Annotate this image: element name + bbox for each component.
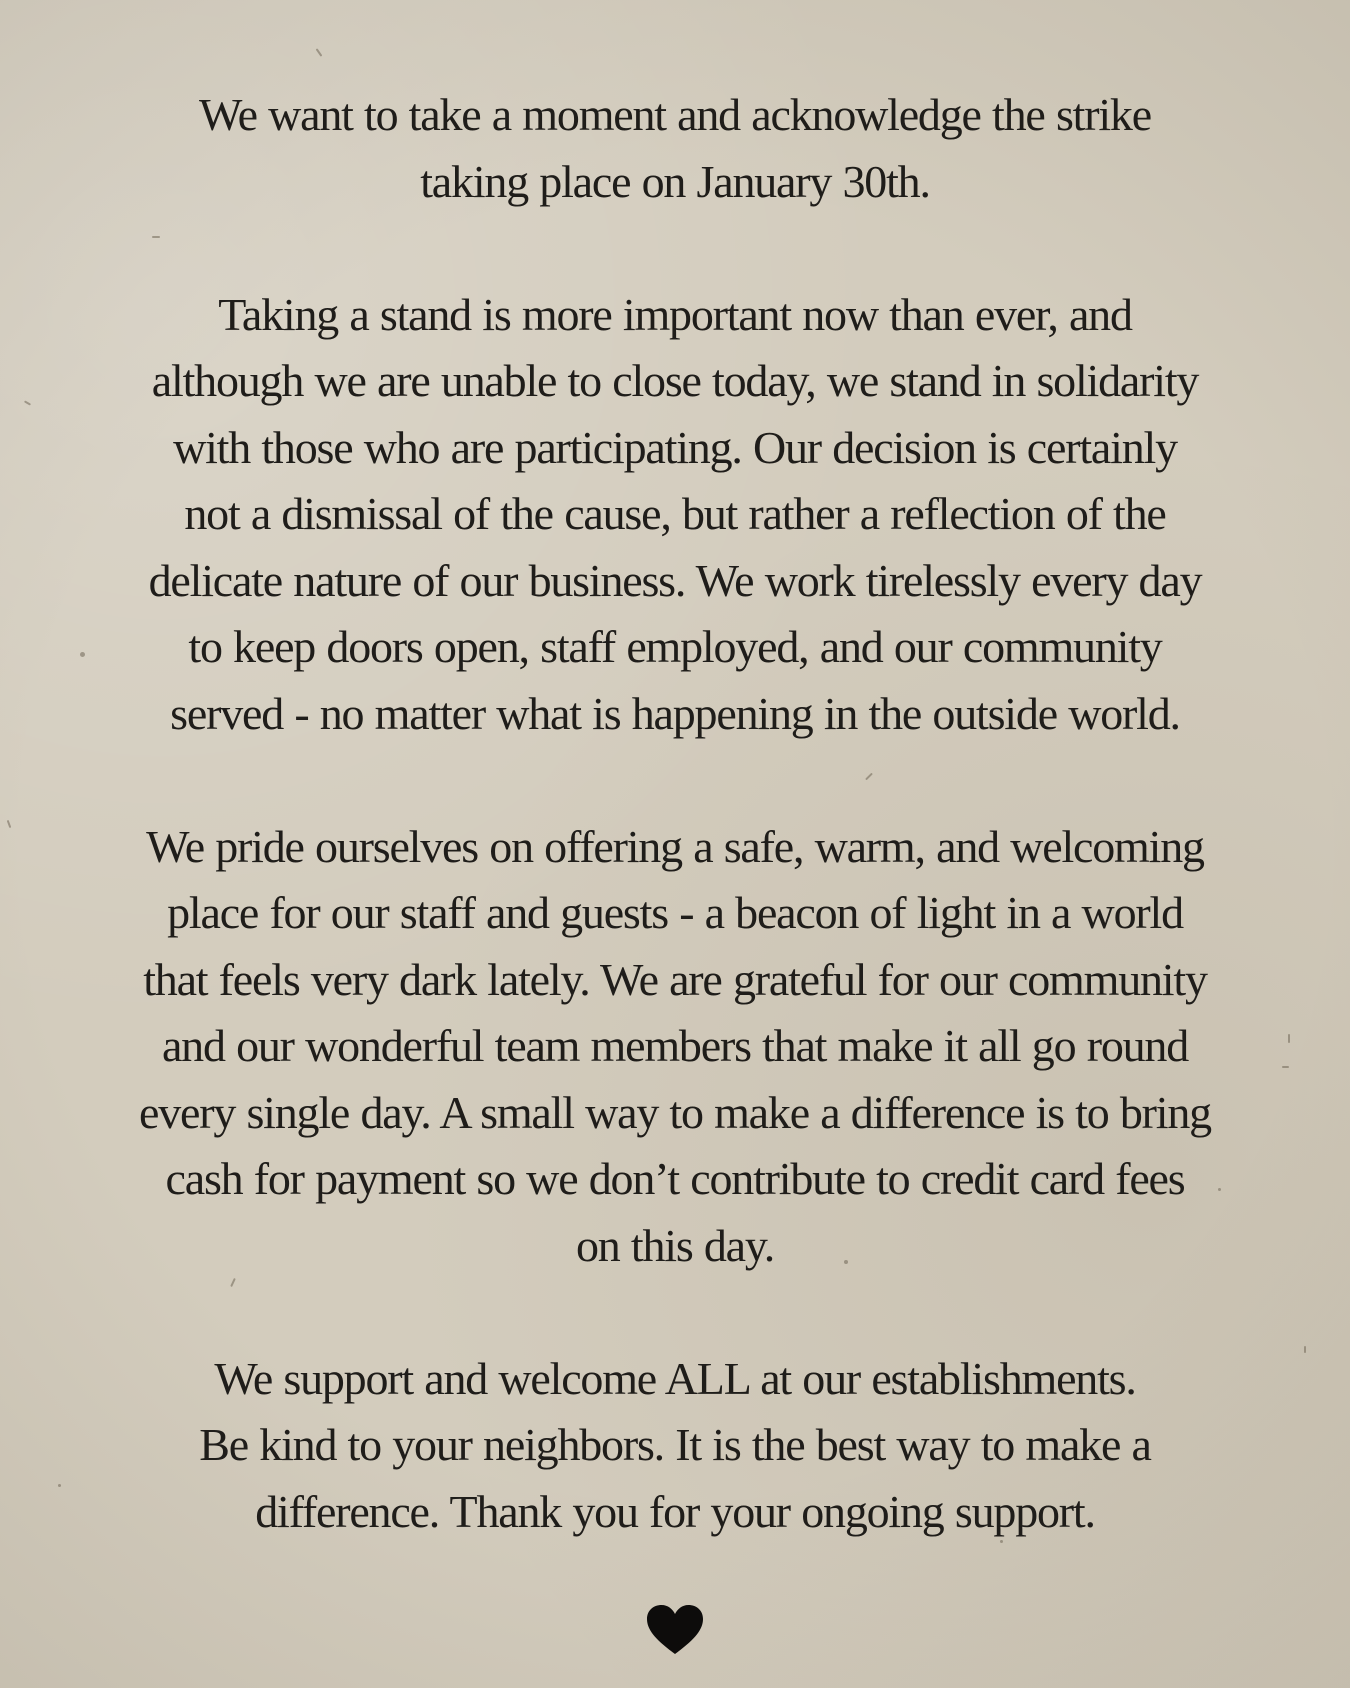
paper-speck <box>316 48 323 57</box>
paper-speck <box>1304 1346 1306 1353</box>
text-line: cash for payment so we don’t contribute to credit card fees <box>165 1153 1185 1204</box>
paragraph-solidarity <box>90 282 1260 748</box>
paper-speck <box>24 400 31 405</box>
paper-speck <box>7 820 12 828</box>
paper-speck <box>1282 1066 1289 1068</box>
text-line: although we are unable to close today, we stand in solidarity <box>151 355 1199 406</box>
text-line: place for our staff and guests - a beacon of light in a world <box>167 887 1183 938</box>
text-line: delicate nature of our business. We work tirelessly every day <box>148 554 1202 606</box>
paper-speck <box>1288 1034 1290 1043</box>
text-line: We pride ourselves on offering a safe, warm, and welcoming <box>146 820 1204 872</box>
letter-body <box>90 82 1260 1612</box>
text-line: We want to take a moment and acknowledge the strike <box>199 89 1151 140</box>
text-line: taking place on January 30th. <box>420 155 930 207</box>
paragraph-strike-acknowledgment <box>90 82 1260 215</box>
text-line: Taking a stand is more important now than ever, and <box>218 288 1132 340</box>
paragraph-community <box>90 814 1260 1280</box>
text-line: Be kind to your neighbors. It is the best way to make a <box>199 1419 1151 1470</box>
paper-speck <box>80 652 85 657</box>
heart-icon <box>646 1604 704 1656</box>
text-line: with those who are participating. Our decision is certainly <box>173 421 1177 473</box>
text-line: served - no matter what is happening in the outside world. <box>170 687 1180 739</box>
text-line: every single day. A small way to make a difference is to bring <box>139 1086 1211 1138</box>
paragraph-closing <box>90 1346 1260 1546</box>
text-line: to keep doors open, staff employed, and our community <box>188 621 1162 672</box>
text-line: not a dismissal of the cause, but rather a reflection of the <box>184 488 1166 539</box>
text-line: difference. Thank you for your ongoing support. <box>255 1485 1095 1537</box>
text-line: on this day. <box>576 1219 774 1271</box>
text-line: and our wonderful team members that make it all go round <box>161 1020 1189 1071</box>
text-line: that feels very dark lately. We are grateful for our community <box>143 953 1207 1005</box>
text-line: We support and welcome ALL at our establishments. <box>214 1352 1136 1404</box>
paper-speck <box>58 1484 61 1487</box>
